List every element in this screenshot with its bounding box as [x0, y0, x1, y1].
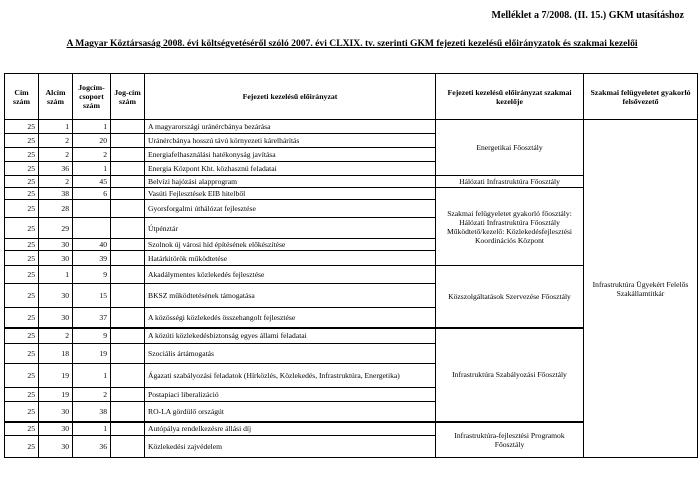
cell-cim: 25 [5, 120, 39, 134]
cell-jogcim [111, 308, 145, 328]
cell-jogcim-csoport: 37 [73, 308, 111, 328]
table-header-row [5, 74, 698, 120]
cell-jogcim [111, 364, 145, 388]
cell-alcim: 38 [39, 188, 73, 200]
cell-eloiranyzat: Közlekedési zajvédelem [145, 436, 436, 458]
cell-cim: 25 [5, 308, 39, 328]
col-header-jogcim: Jog-cím szám [111, 74, 145, 120]
cell-jogcim-csoport: 1 [73, 422, 111, 436]
cell-jogcim-csoport: 2 [73, 148, 111, 162]
cell-manager-kozos: Szakmai felügyeletet gyakorló főosztály: Hálózati Infrastruktúra Főosztály Működtető/kezelő: Közlekedésfejlesztési Koordinációs Központ [436, 188, 584, 266]
cell-jogcim-csoport: 1 [73, 364, 111, 388]
cell-cim: 25 [5, 388, 39, 402]
col-header-alcim: Alcím szám [39, 74, 73, 120]
col-header-eloiranyzat: Fejezeti kezelésű előirányzat [145, 74, 436, 120]
col-header-cim: Cím szám [5, 74, 39, 120]
cell-alcim: 19 [39, 364, 73, 388]
cell-alcim: 30 [39, 308, 73, 328]
cell-jogcim-csoport: 1 [73, 162, 111, 176]
cell-eloiranyzat: Autópálya rendelkezésre állási díj [145, 422, 436, 436]
cell-jogcim [111, 218, 145, 239]
cell-jogcim [111, 422, 145, 436]
document-title: A Magyar Köztársaság 2008. évi költségvetéséről szóló 2007. évi CLXIX. tv. szerinti GKM fejezeti kezelésű előirányzatok és szakmai kezelői [66, 38, 638, 49]
cell-cim: 25 [5, 148, 39, 162]
cell-cim: 25 [5, 364, 39, 388]
cell-jogcim-csoport: 40 [73, 239, 111, 251]
cell-eloiranyzat: A közúti közlekedésbiztonság egyes állami feladatai [145, 328, 436, 344]
cell-jogcim [111, 328, 145, 344]
cell-jogcim-csoport [73, 218, 111, 239]
cell-jogcim [111, 176, 145, 188]
cell-cim: 25 [5, 266, 39, 284]
cell-jogcim-csoport: 15 [73, 284, 111, 308]
cell-jogcim [111, 284, 145, 308]
cell-cim: 25 [5, 218, 39, 239]
cell-jogcim-csoport: 36 [73, 436, 111, 458]
cell-jogcim-csoport: 2 [73, 388, 111, 402]
cell-manager-szabalyozasi: Infrastruktúra Szabályozási Főosztály [436, 328, 584, 422]
cell-alcim: 2 [39, 176, 73, 188]
cell-cim: 25 [5, 176, 39, 188]
cell-cim: 25 [5, 422, 39, 436]
cell-jogcim [111, 162, 145, 176]
col-header-jogcim-csoport: Jogcím-csoport szám [73, 74, 111, 120]
cell-alcim: 30 [39, 284, 73, 308]
cell-alcim: 30 [39, 239, 73, 251]
cell-jogcim [111, 120, 145, 134]
cell-cim: 25 [5, 251, 39, 266]
cell-jogcim [111, 266, 145, 284]
cell-alcim: 30 [39, 436, 73, 458]
cell-jogcim [111, 134, 145, 148]
cell-eloiranyzat: Postapiaci liberalizáció [145, 388, 436, 402]
cell-eloiranyzat: A közösségi közlekedés összehangolt fejlesztése [145, 308, 436, 328]
cell-alcim: 30 [39, 422, 73, 436]
cell-manager-kozszolgaltatasok: Közszolgáltatások Szervezése Főosztály [436, 266, 584, 328]
appropriations-table [4, 73, 698, 458]
cell-jogcim-csoport: 9 [73, 266, 111, 284]
document-reference: Melléklet a 7/2008. (II. 15.) GKM utasításhoz [491, 10, 684, 21]
cell-cim: 25 [5, 200, 39, 218]
table-row [5, 120, 698, 134]
cell-jogcim [111, 388, 145, 402]
cell-cim: 25 [5, 344, 39, 364]
cell-eloiranyzat: BKSZ működtetésének támogatása [145, 284, 436, 308]
cell-manager-energetikai: Energetikai Főosztály [436, 120, 584, 176]
cell-eloiranyzat: Akadálymentes közlekedés fejlesztése [145, 266, 436, 284]
cell-jogcim [111, 239, 145, 251]
col-header-szakmai-kezelo: Fejezeti kezelésű előirányzat szakmai kezelője [436, 74, 584, 120]
cell-eloiranyzat: Belvízi hajózási alapprogram [145, 176, 436, 188]
cell-jogcim-csoport: 9 [73, 328, 111, 344]
col-header-felugyelet: Szakmai felügyeletet gyakorló felsővezető [584, 74, 698, 120]
cell-alcim: 1 [39, 120, 73, 134]
cell-alcim: 2 [39, 148, 73, 162]
cell-jogcim [111, 200, 145, 218]
cell-jogcim [111, 251, 145, 266]
cell-cim: 25 [5, 402, 39, 422]
cell-jogcim-csoport: 45 [73, 176, 111, 188]
cell-cim: 25 [5, 188, 39, 200]
cell-manager-fejlesztesi: Infrastruktúra-fejlesztési Programok Főosztály [436, 422, 584, 458]
cell-alcim: 29 [39, 218, 73, 239]
cell-jogcim [111, 188, 145, 200]
cell-jogcim-csoport [73, 200, 111, 218]
cell-eloiranyzat: Útpénztár [145, 218, 436, 239]
cell-eloiranyzat: Szolnok új városi híd építésének előkészítése [145, 239, 436, 251]
cell-alcim: 30 [39, 402, 73, 422]
cell-cim: 25 [5, 134, 39, 148]
cell-alcim: 30 [39, 251, 73, 266]
cell-alcim: 36 [39, 162, 73, 176]
cell-eloiranyzat: A magyarországi uránércbánya bezárása [145, 120, 436, 134]
cell-alcim: 2 [39, 328, 73, 344]
cell-jogcim-csoport: 20 [73, 134, 111, 148]
cell-jogcim-csoport: 19 [73, 344, 111, 364]
cell-eloiranyzat: Ágazati szabályozási feladatok (Hírközlés, Közlekedés, Infrastruktúra, Energetika) [145, 364, 436, 388]
cell-alcim: 28 [39, 200, 73, 218]
cell-cim: 25 [5, 328, 39, 344]
cell-eloiranyzat: Energia Központ Kht. közhasznú feladatai [145, 162, 436, 176]
cell-jogcim-csoport: 6 [73, 188, 111, 200]
cell-jogcim [111, 402, 145, 422]
cell-eloiranyzat: RO-LA gördülő országút [145, 402, 436, 422]
cell-jogcim [111, 148, 145, 162]
cell-alcim: 18 [39, 344, 73, 364]
cell-cim: 25 [5, 162, 39, 176]
cell-eloiranyzat: Uránércbánya hosszú távú környezeti kárelhárítás [145, 134, 436, 148]
cell-cim: 25 [5, 239, 39, 251]
cell-jogcim-csoport: 1 [73, 120, 111, 134]
cell-cim: 25 [5, 284, 39, 308]
cell-supervisor: Infrastruktúra Ügyekért Felelős Szakállamtitkár [584, 120, 698, 458]
cell-cim: 25 [5, 436, 39, 458]
cell-alcim: 2 [39, 134, 73, 148]
cell-eloiranyzat: Szociális ártámogatás [145, 344, 436, 364]
cell-alcim: 1 [39, 266, 73, 284]
cell-jogcim [111, 344, 145, 364]
cell-eloiranyzat: Határkitörök működtetése [145, 251, 436, 266]
cell-eloiranyzat: Energiafelhasználási hatékonyság javítása [145, 148, 436, 162]
cell-jogcim-csoport: 39 [73, 251, 111, 266]
cell-eloiranyzat: Vasúti Fejlesztések EIB hitelből [145, 188, 436, 200]
cell-alcim: 19 [39, 388, 73, 402]
cell-jogcim-csoport: 38 [73, 402, 111, 422]
cell-manager-halozati: Hálózati Infrastruktúra Főosztály [436, 176, 584, 188]
cell-eloiranyzat: Gyorsforgalmi úthálózat fejlesztése [145, 200, 436, 218]
cell-jogcim [111, 436, 145, 458]
